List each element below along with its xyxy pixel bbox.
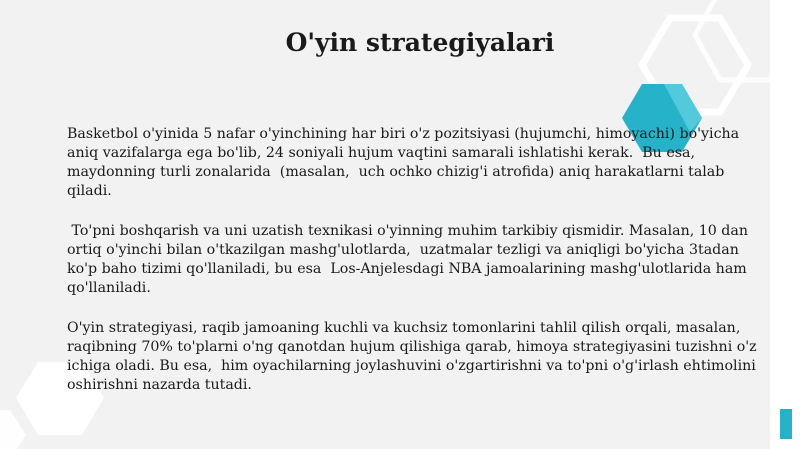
accent-bar [780,409,792,439]
paragraph: O'yin strategiyasi, raqib jamoaning kuchli va kuchsiz tomonlarini tahlil qilish orqali, masalan, raqibning 70% to'plarni o'ng qanotdan hujum qilishiga qarab, himoya strategiyasini tuzishni o'z ichiga oladi. Bu esa, him oyachilarning joylashuvini o'zgartirishni va to'pni o'g'irlash ehtimolini oshirishni nazarda tutadi. [67,320,762,393]
paragraph: To'pni boshqarish va uni uzatish texnikasi o'yinning muhim tarkibiy qismidir. Masalan, 10 dan ortiq o'yinchi bilan o'tkazilgan mashg'ulotlarda, uzatmalar tezligi va aniqligi bo'yicha 3tadan ko'p baho tizimi qo'llaniladi, bu esa Los-Anjelesdagi NBA jamoalarining mashg'ulotlarida ham qo'llaniladi. [67,223,753,296]
right-margin [770,0,800,449]
page-title: O'yin strategiyalari [285,28,555,57]
body-text [67,125,767,395]
paragraph: Basketbol o'yinida 5 nafar o'yinchining har biri o'z pozitsiyasi (hujumchi, himoyachi) bo'yicha aniq vazifalarga ega bo'lib, 24 soniyali hujum vaqtini samarali ishlatishi kerak. Bu esa, maydonning turli zonalarida (masalan, uch ochko chizig'i atrofida) aniq harakatlarni talab qiladi. [67,126,744,199]
